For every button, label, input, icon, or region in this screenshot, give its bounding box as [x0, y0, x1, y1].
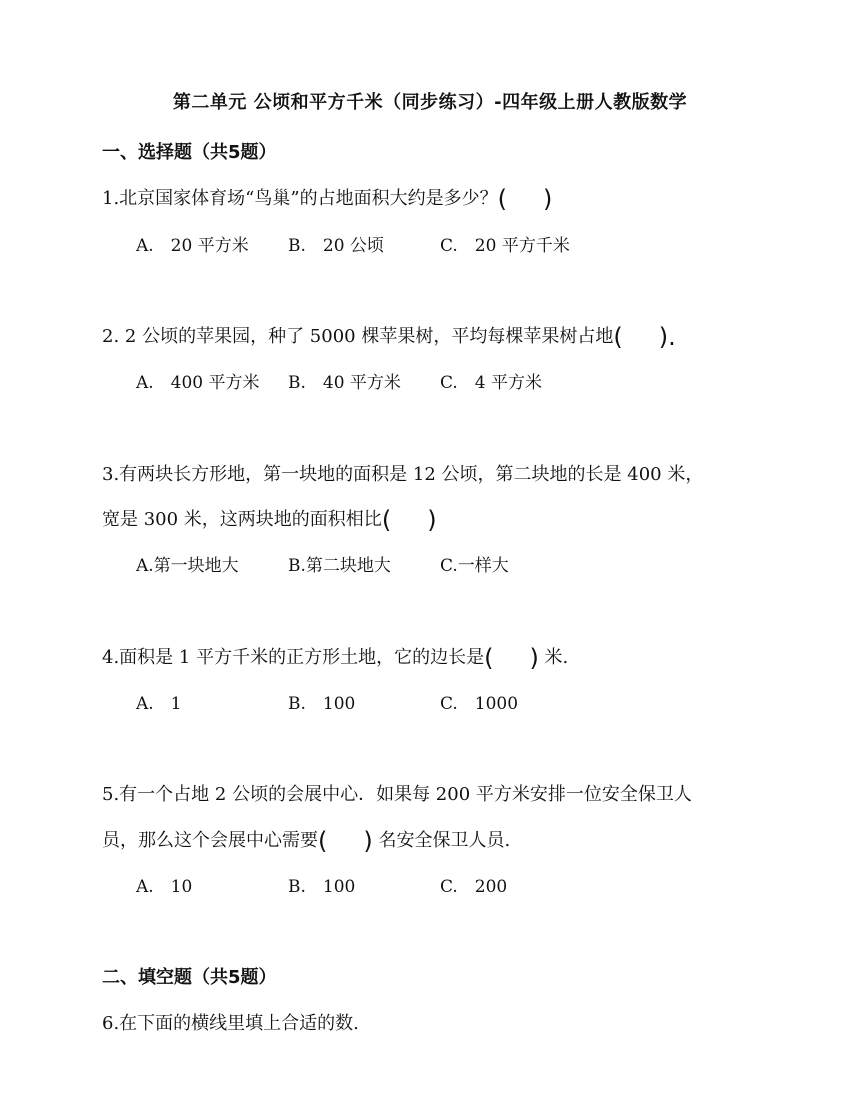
option-b: B. 20 公顷 — [288, 236, 384, 256]
question-6: 6.在下面的横线里填上合适的数. — [102, 1013, 359, 1034]
answer-close-paren: ) — [363, 827, 373, 855]
answer-close-paren: ). — [658, 323, 676, 351]
question-2-text: 2. 2 公顷的苹果园，种了 5000 棵苹果树，平均每棵苹果树占地 — [102, 326, 614, 347]
answer-open-paren: ( — [318, 827, 328, 855]
question-1 — [102, 184, 552, 211]
option-c: C. 200 — [440, 877, 508, 897]
option-a: A. 20 平方米 — [136, 236, 249, 256]
option-b: B. 40 平方米 — [288, 373, 401, 393]
answer-open-paren: ( — [613, 323, 623, 351]
option-b: B. 100 — [288, 877, 356, 897]
question-4-unit: 米. — [538, 647, 569, 668]
question-3-text: 宽是 300 米，这两块地的面积相比 — [102, 509, 382, 530]
question-1-text: 1.北京国家体育场“鸟巢”的占地面积大约是多少？ — [102, 188, 498, 209]
section-heading-choice: 一、选择题（共5题） — [102, 142, 277, 163]
option-c: C.一样大 — [440, 556, 509, 576]
answer-close-paren: ) — [529, 644, 539, 672]
question-5-line-2 — [102, 826, 510, 853]
question-4-text: 4.面积是 1 平方千米的正方形土地，它的边长是 — [102, 647, 485, 668]
question-3-line-2 — [102, 505, 437, 532]
section-heading-fill: 二、填空题（共5题） — [102, 967, 277, 988]
answer-open-paren: ( — [381, 506, 392, 534]
question-5-line-1: 5.有一个占地 2 公顷的会展中心．如果每 200 平方米安排一位安全保卫人 — [102, 784, 692, 805]
answer-open-paren: ( — [497, 185, 507, 213]
question-5-tail: 名安全保卫人员. — [372, 830, 511, 851]
option-a: A. 1 — [136, 694, 182, 714]
option-a: A.第一块地大 — [136, 556, 239, 576]
question-2 — [102, 322, 676, 349]
option-c: C. 4 平方米 — [440, 373, 543, 393]
question-3-line-1: 3.有两块长方形地，第一块地的面积是 12 公顷，第二块地的长是 400 米， — [102, 464, 704, 485]
answer-close-paren: ) — [542, 185, 553, 213]
question-4 — [102, 643, 568, 670]
page-title: 第二单元 公顷和平方千米（同步练习）-四年级上册人教版数学 — [172, 92, 688, 113]
option-c: C. 1000 — [440, 694, 519, 714]
answer-close-paren: ) — [427, 506, 437, 534]
option-b: B.第二块地大 — [288, 556, 391, 576]
answer-open-paren: ( — [484, 644, 494, 672]
option-a: A. 10 — [136, 877, 193, 897]
question-5-text: 员，那么这个会展中心需要 — [102, 830, 318, 851]
option-b: B. 100 — [288, 694, 356, 714]
option-a: A. 400 平方米 — [136, 373, 260, 393]
option-c: C. 20 平方千米 — [440, 236, 570, 256]
